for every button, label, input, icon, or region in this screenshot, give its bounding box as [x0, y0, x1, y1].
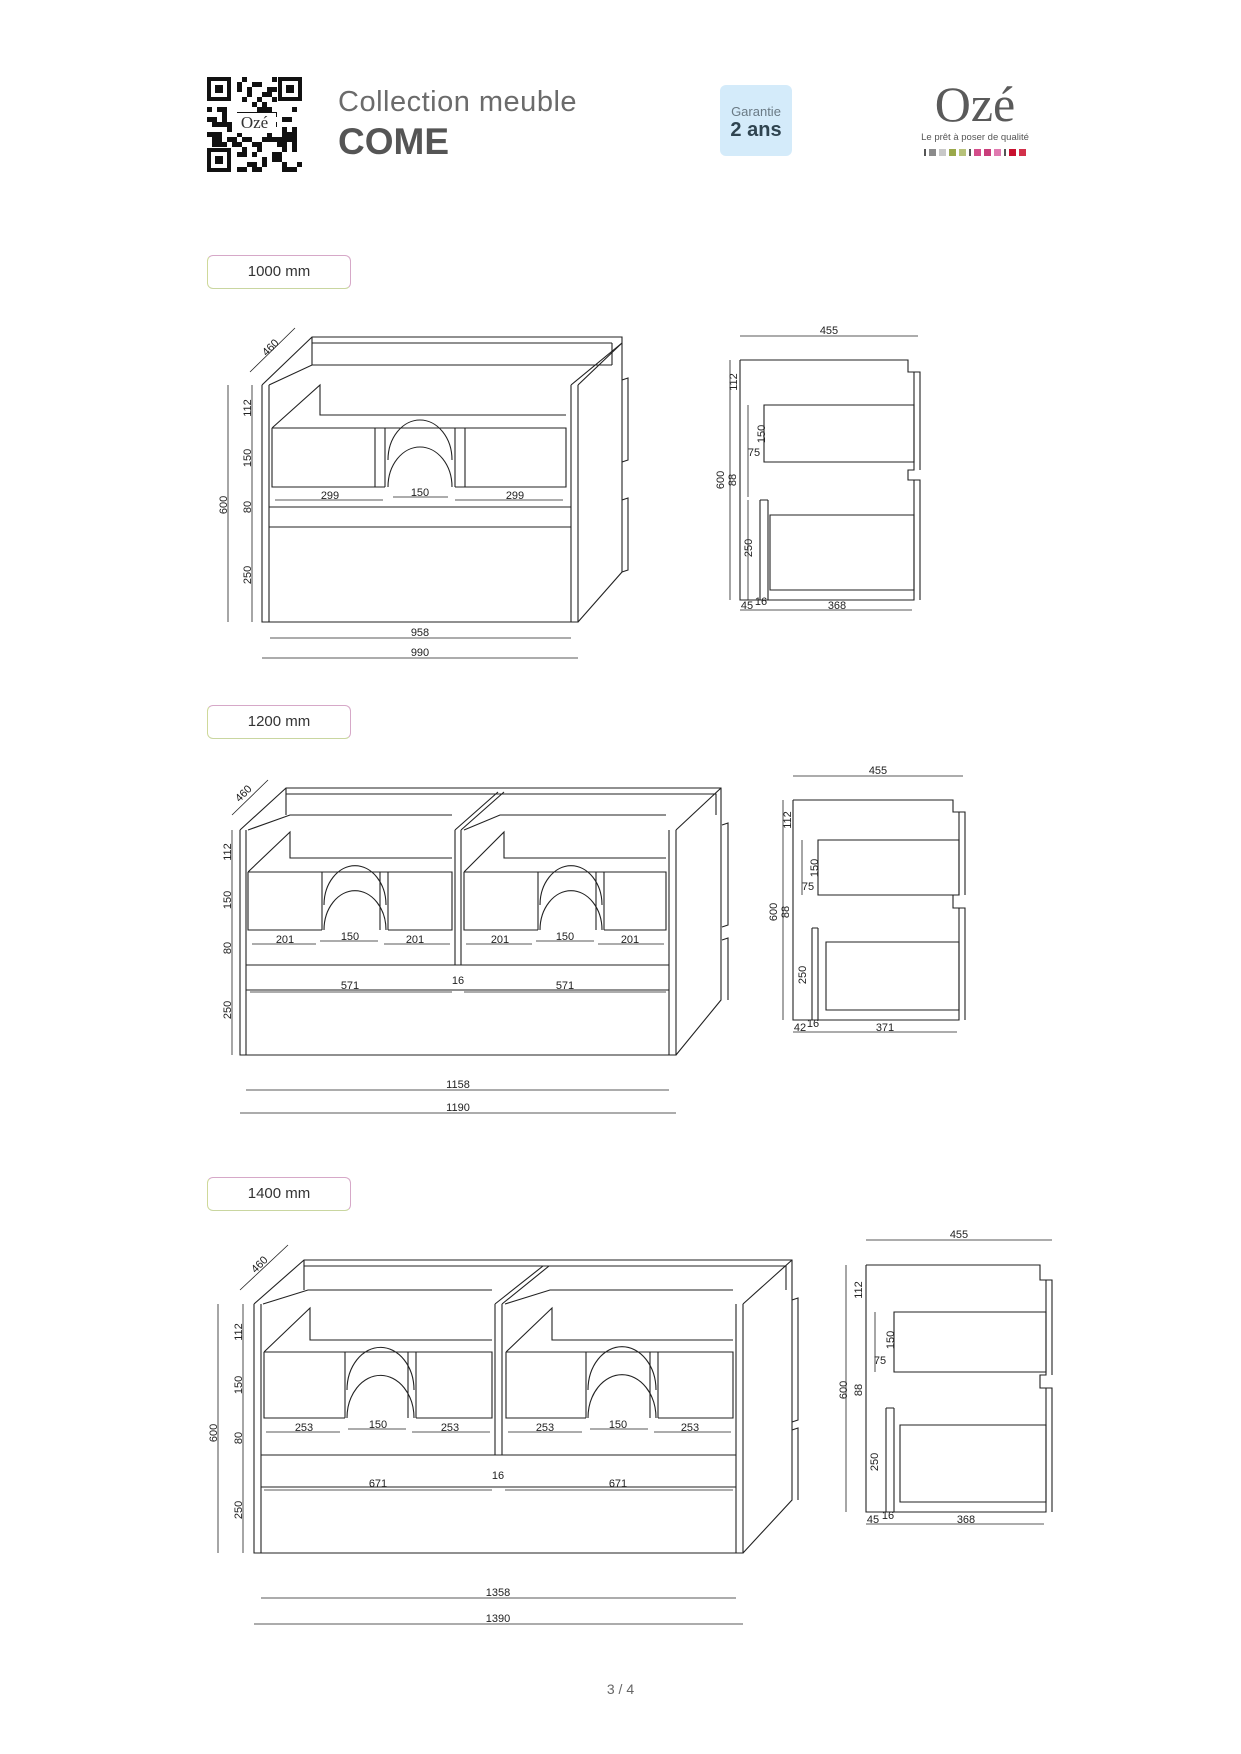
product-name: COME: [338, 121, 449, 162]
width-dim: 299: [320, 490, 340, 502]
side-gap-dim: 88: [780, 905, 792, 919]
width-dim: 958: [410, 627, 430, 639]
collection-label: Collection meuble: [338, 86, 578, 118]
side-depth-dim: 455: [868, 765, 888, 777]
width-dim: 150: [555, 931, 575, 943]
side-gap-dim: 88: [727, 473, 739, 487]
width-dim: 253: [440, 1422, 460, 1434]
height-dim: 80: [233, 1431, 245, 1445]
side-top-dim: 112: [853, 1281, 865, 1299]
size-tab-1400: 1400 mm: [207, 1177, 351, 1211]
side-drawing-1200: [768, 765, 965, 1034]
side-gap-dim: 88: [853, 1383, 865, 1397]
width-dim: 253: [294, 1422, 314, 1434]
width-dim: 150: [340, 931, 360, 943]
side-base-dim: 16: [881, 1510, 895, 1522]
width-dim: 150: [410, 487, 430, 499]
side-base-dim: 371: [875, 1022, 895, 1034]
side-depth-dim: 455: [949, 1229, 969, 1241]
width-dim: 1390: [485, 1613, 511, 1625]
front-drawing-1400: [208, 1245, 798, 1625]
height-dim: 150: [242, 448, 254, 468]
width-dim: 1158: [446, 1079, 470, 1091]
side-total-dim: 600: [838, 1380, 850, 1400]
side-drawing-1400: [838, 1229, 1052, 1526]
side-base-dim: 42: [793, 1022, 807, 1034]
size-tab-1000: 1000 mm: [207, 255, 351, 289]
side-depth-dim: 455: [819, 325, 839, 337]
height-dim: 80: [222, 941, 234, 955]
side-offset-dim: 75: [801, 881, 815, 893]
width-dim: 201: [490, 934, 510, 946]
brand-tagline: Le prêt à poser de qualité: [921, 132, 1029, 143]
warranty-value: 2 ans: [730, 119, 782, 141]
page-number: 3 / 4: [606, 1681, 635, 1697]
depth-dim: 460: [233, 783, 255, 805]
side-offset-dim: 75: [747, 447, 761, 459]
depth-dim: 460: [260, 337, 282, 359]
height-dim: 250: [233, 1500, 245, 1520]
side-base-dim: 16: [806, 1018, 820, 1030]
height-dim: 250: [242, 565, 254, 585]
qr-logo-text: Ozé: [240, 113, 269, 132]
side-drawing-1000: [715, 325, 920, 612]
side-total-dim: 600: [768, 902, 780, 922]
width-dim: 299: [505, 490, 525, 502]
height-dim: 150: [222, 890, 234, 910]
width-dim: 201: [405, 934, 425, 946]
height-dim: 150: [233, 1375, 245, 1395]
width-dim: 671: [368, 1478, 388, 1490]
front-drawing-1200: [222, 780, 728, 1114]
width-dim: 201: [275, 934, 295, 946]
height-dim: 80: [242, 500, 254, 514]
height-dim: 112: [233, 1323, 245, 1341]
side-drawer-dim: 150: [756, 424, 768, 444]
warranty-label: Garantie: [731, 104, 781, 119]
width-dim: 1190: [446, 1102, 470, 1114]
side-drawer-dim: 150: [809, 858, 821, 878]
depth-dim: 460: [249, 1254, 271, 1276]
width-dim: 150: [608, 1419, 628, 1431]
side-base-dim: 45: [740, 600, 754, 612]
side-base-dim: 45: [866, 1514, 880, 1526]
side-bottom-dim: 250: [869, 1452, 881, 1472]
side-base-dim: 368: [827, 600, 847, 612]
side-total-dim: 600: [715, 470, 727, 490]
width-dim: 1358: [485, 1587, 511, 1599]
width-dim: 16: [491, 1470, 505, 1482]
side-bottom-dim: 250: [797, 965, 809, 985]
side-offset-dim: 75: [873, 1355, 887, 1367]
side-base-dim: 16: [754, 596, 768, 608]
total-height-dim: 600: [218, 495, 230, 515]
size-tab-1200: 1200 mm: [207, 705, 351, 739]
total-height-dim: 600: [208, 1423, 220, 1443]
width-dim: 201: [620, 934, 640, 946]
width-dim: 16: [451, 975, 465, 987]
height-dim: 250: [222, 1000, 234, 1020]
width-dim: 253: [680, 1422, 700, 1434]
width-dim: 253: [535, 1422, 555, 1434]
height-dim: 112: [222, 843, 234, 861]
side-top-dim: 112: [782, 811, 794, 829]
width-dim: 150: [368, 1419, 388, 1431]
side-base-dim: 368: [956, 1514, 976, 1526]
width-dim: 571: [340, 980, 360, 992]
width-dim: 990: [410, 647, 430, 659]
side-bottom-dim: 250: [743, 538, 755, 558]
width-dim: 671: [608, 1478, 628, 1490]
side-drawer-dim: 150: [885, 1330, 897, 1350]
side-top-dim: 112: [728, 373, 740, 391]
brand-name: Ozé: [934, 76, 1016, 132]
front-drawing-1000: [218, 328, 628, 659]
width-dim: 571: [555, 980, 575, 992]
height-dim: 112: [242, 399, 254, 417]
